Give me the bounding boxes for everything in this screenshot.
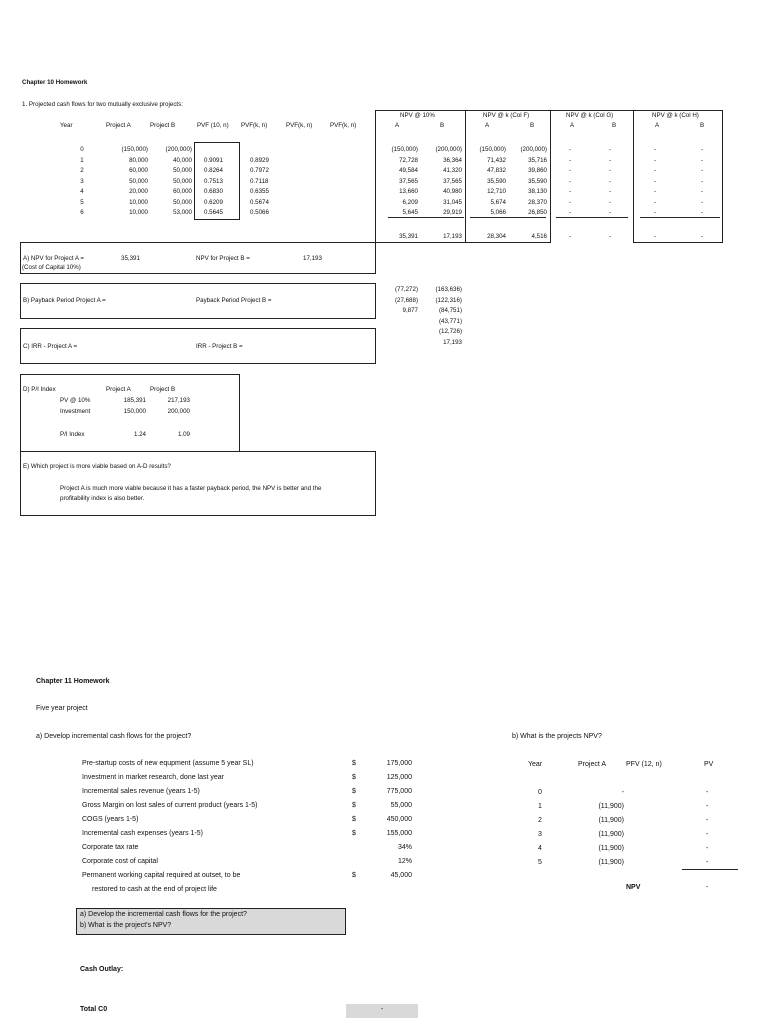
cell-year: 3 (80, 177, 84, 185)
item-value: 34% (397, 844, 412, 851)
total-rule-h (640, 217, 720, 218)
cell-pvf-10: 0.9091 (204, 156, 223, 164)
item-currency: $ (352, 802, 356, 809)
cell-project-a: 10,000 (129, 198, 148, 206)
viable-question: E) Which project is more viable based on A-D results? (23, 463, 171, 470)
payback-cum-b: 17,193 (443, 338, 462, 346)
cell-npvg-a: - (569, 177, 572, 185)
cell-npv10-b: 41,320 (443, 167, 462, 174)
npv-row-year: 4 (538, 845, 542, 852)
npv-row-pv: - (706, 831, 709, 838)
cell-npvg-b: - (609, 156, 612, 164)
header-year: Year (60, 122, 73, 129)
payback-cum-b: (84,751) (438, 307, 462, 314)
npv-g-b: B (612, 122, 617, 129)
item-label: Gross Margin on lost sales of current product (years 1-5) (82, 802, 258, 809)
cell-year: 4 (80, 188, 84, 195)
npv-row-pv: - (706, 817, 709, 824)
cell-npvg-a: - (569, 167, 572, 174)
cell-project-b: 53,000 (173, 209, 192, 216)
cell-npv10-b: 37,565 (443, 177, 462, 185)
payback-cum-b: (12,726) (438, 328, 462, 335)
ch11-subtitle: Five year project (36, 705, 88, 712)
cell-project-a: 20,000 (129, 188, 148, 195)
cell-npvf-a: 12,710 (487, 188, 506, 195)
npv-col-g-header: NPV @ k (Col G) (566, 112, 614, 119)
cell-npvh-a: - (654, 167, 657, 174)
cell-pvf-10: 0.6830 (204, 188, 223, 195)
cell-project-a: 10,000 (129, 209, 148, 216)
cell-npvg-a: - (569, 146, 572, 153)
total-npv10-b: 17,193 (443, 233, 462, 240)
cell-npvf-b: 35,590 (528, 177, 547, 185)
pv-label: PV @ 10% (60, 397, 91, 404)
pv-b: 217,193 (167, 397, 190, 404)
pi-index-label: D) P/I Index (23, 386, 56, 393)
cash-outlay-label: Cash Outlay: (80, 966, 124, 973)
npv-row-pv: - (706, 803, 709, 810)
cell-npvf-a: 5,066 (490, 209, 506, 216)
item-value: 55,000 (390, 802, 412, 809)
cell-npvf-a: 35,590 (487, 177, 506, 185)
cost-of-capital-note: (Cost of Capital 10%) (22, 264, 81, 271)
total-rule-10 (388, 217, 464, 218)
cell-npv10-b: (200,000) (435, 146, 462, 153)
cell-npvh-b: - (701, 177, 704, 185)
payback-cum-a: (77,272) (394, 286, 418, 293)
npv-10-header: NPV @ 10% (400, 112, 435, 119)
header-project-b: Project B (150, 122, 176, 129)
header-pvf-k-f: PVF(k, n) (241, 122, 268, 129)
item-currency: $ (352, 788, 356, 795)
cell-npvg-b: - (609, 167, 612, 174)
ch11-question-a: a) Develop incremental cash flows for the project? (36, 733, 192, 740)
cell-npvf-b: 28,370 (528, 198, 547, 206)
npv-row-year: 1 (538, 803, 542, 810)
header-pvf-10: PVF (10, n) (197, 122, 229, 129)
cell-project-b: 60,000 (173, 188, 192, 195)
cell-npvh-a: - (654, 209, 657, 216)
total-npvf-a: 28,304 (487, 233, 506, 240)
npv-header-pfv: PFV (12, n) (626, 761, 662, 768)
total-npvh-a: - (654, 233, 657, 240)
cell-project-a: 60,000 (129, 167, 148, 174)
total-rule-g (556, 217, 628, 218)
cell-npvh-b: - (701, 188, 704, 195)
npv-10-a: A (395, 122, 400, 129)
item-currency: $ (352, 774, 356, 781)
item-value: 125,000 (386, 774, 412, 781)
irr-b-label: IRR - Project B = (196, 343, 243, 350)
item-label: Investment in market research, done last year (82, 774, 225, 781)
pi-label: P/I Index (60, 431, 85, 438)
npv-group-box-h (633, 110, 723, 243)
cell-npvh-a: - (654, 156, 657, 164)
cell-npvh-a: - (654, 198, 657, 206)
cell-npv10-a: 13,660 (399, 188, 418, 195)
cell-npv10-b: 36,364 (443, 156, 462, 164)
cell-npvg-a: - (569, 198, 572, 206)
cell-npvf-a: 47,832 (487, 167, 506, 174)
viable-answer-line2: profitability index is also better. (60, 495, 145, 502)
cell-npvh-a: - (654, 188, 657, 195)
npv-divider-1 (465, 110, 466, 243)
total-npvh-b: - (701, 233, 704, 240)
cell-npv10-a: 5,645 (402, 209, 418, 216)
cell-npvh-b: - (701, 198, 704, 206)
cell-npvg-a: - (569, 156, 572, 164)
investment-label: Investment (60, 408, 91, 415)
payback-cum-a: 9,877 (402, 307, 418, 314)
item-label: COGS (years 1-5) (82, 816, 139, 823)
payback-cum-b: (163,636) (435, 286, 462, 293)
cell-npvf-a: 71,432 (487, 156, 506, 164)
cell-npvg-a: - (569, 188, 572, 195)
cell-npv10-a: 37,565 (399, 177, 418, 185)
pi-col-a: Project A (106, 386, 131, 393)
cell-pvf-k: 0.8929 (250, 156, 269, 164)
npv-row-project-a: (11,900) (598, 845, 624, 852)
total-rule-f (470, 217, 546, 218)
cell-pvf-k: 0.7972 (250, 167, 269, 174)
cell-npvg-b: - (609, 188, 612, 195)
npv-row-project-a: - (621, 789, 624, 796)
ch10-question-1: 1. Projected cash flows for two mutually exclusive projects: (22, 101, 183, 108)
pi-b: 1.09 (177, 431, 190, 438)
npv-row-project-a: (11,900) (598, 859, 624, 866)
cell-pvf-k: 0.5066 (250, 209, 269, 216)
item-currency: $ (352, 760, 356, 767)
npv-row-year: 0 (538, 789, 542, 796)
item-currency: $ (352, 816, 356, 823)
npv-f-b: B (530, 122, 535, 129)
cell-npvh-b: - (701, 156, 704, 164)
cell-npv10-a: (150,000) (391, 146, 418, 153)
npv-h-b: B (700, 122, 705, 129)
total-npvg-b: - (609, 233, 612, 240)
cell-pvf-k: 0.7118 (250, 177, 269, 185)
cell-npvh-b: - (701, 167, 704, 174)
npv-divider-2 (550, 110, 551, 243)
npv-row-pv: - (706, 859, 709, 866)
npv-label: NPV (626, 884, 641, 891)
payback-cum-a: (27,688) (394, 296, 418, 304)
npv-header-project-a: Project A (578, 761, 607, 768)
cell-pvf-k: 0.5674 (250, 198, 269, 206)
irr-a-label: C) IRR - Project A = (23, 343, 78, 350)
payback-b-label: Payback Period Project B = (196, 297, 272, 304)
cell-npvf-b: 35,716 (528, 156, 547, 164)
total-c0-label: Total C0 (80, 1006, 108, 1013)
total-npv10-a: 35,391 (399, 233, 418, 240)
pv-a: 185,391 (123, 397, 146, 404)
cell-pvf-10: 0.5645 (204, 209, 223, 216)
item-value: 155,000 (386, 830, 412, 837)
total-npvg-a: - (569, 233, 572, 240)
cell-project-b: 50,000 (173, 167, 192, 174)
cell-project-b: 40,000 (173, 156, 192, 164)
item-value: 175,000 (386, 760, 412, 767)
npv-group-box-10 (375, 110, 551, 243)
cell-npv10-a: 6,209 (402, 198, 418, 206)
item-currency: $ (352, 830, 356, 837)
npv-header-pv: PV (704, 761, 714, 768)
cell-npvf-b: 38,130 (528, 188, 547, 195)
cell-year: 6 (80, 209, 84, 216)
cell-pvf-10: 0.7513 (204, 177, 223, 185)
item-currency: $ (352, 872, 356, 879)
header-pvf-k-g: PVF(k, n) (286, 122, 313, 129)
npv-h-a: A (655, 122, 660, 129)
cell-year: 2 (80, 167, 84, 174)
npv-header-year: Year (528, 761, 543, 768)
cell-npvh-b: - (701, 146, 704, 153)
cell-project-a: 80,000 (129, 156, 148, 164)
cell-npvh-b: - (701, 209, 704, 216)
cell-npvg-a: - (569, 209, 572, 216)
total-npvf-b: 4,516 (531, 233, 547, 240)
item-value: 45,000 (390, 872, 412, 879)
npv-row-pv: - (706, 789, 709, 796)
cell-year: 5 (80, 198, 84, 206)
cell-npv10-b: 40,980 (443, 188, 462, 195)
payback-cum-b: (122,316) (435, 296, 462, 304)
questions-box-line2: b) What is the project's NPV? (80, 922, 172, 929)
item-label: Corporate cost of capital (82, 858, 158, 865)
npv-row-project-a: (11,900) (598, 817, 624, 824)
item-label: Pre-startup costs of new equpment (assume 5 year SL) (82, 760, 254, 767)
ch11-title: Chapter 11 Homework (36, 678, 110, 685)
cell-npvg-b: - (609, 146, 612, 153)
npv-g-a: A (570, 122, 575, 129)
npv-project-a-label: A) NPV for Project A = (23, 255, 85, 262)
cell-npvf-a: 5,674 (490, 198, 506, 206)
total-c0-value: - (380, 1006, 384, 1013)
cell-project-a: (150,000) (121, 146, 148, 153)
investment-b: 200,000 (167, 408, 190, 415)
npv-row-project-a: (11,900) (598, 831, 624, 838)
npv-project-b-label: NPV for Project B = (196, 255, 250, 262)
item-value: 12% (397, 858, 412, 865)
npv-row-pv: - (706, 845, 709, 852)
payback-a-label: B) Payback Period Project A = (23, 297, 106, 304)
npv-row-year: 5 (538, 859, 542, 866)
header-project-a: Project A (106, 122, 131, 129)
cell-npvf-a: (150,000) (479, 146, 506, 153)
cell-pvf-k: 0.6355 (250, 188, 269, 195)
cell-npvg-b: - (609, 177, 612, 185)
item-label: Incremental sales revenue (years 1-5) (82, 788, 200, 795)
questions-box-line1: a) Develop the incremental cash flows for the project? (80, 911, 247, 918)
payback-cum-b: (43,771) (438, 317, 462, 325)
cell-pvf-10: 0.8264 (204, 167, 223, 174)
header-pvf-k-h: PVF(k, n) (330, 122, 357, 129)
investment-a: 150,000 (123, 408, 146, 415)
ch11-question-b: b) What is the projects NPV? (512, 733, 602, 740)
cell-npv10-a: 49,584 (399, 167, 418, 174)
item-label: Permanent working capital required at outset, to be (82, 872, 241, 879)
pi-a: 1.24 (133, 431, 146, 438)
item-value: 775,000 (386, 788, 412, 795)
ch10-title: Chapter 10 Homework (22, 79, 88, 86)
item-value: 450,000 (386, 816, 412, 823)
item-label: restored to cash at the end of project life (92, 886, 217, 893)
npv-row-year: 2 (538, 817, 542, 824)
cell-npvf-b: 39,860 (528, 167, 547, 174)
cell-npv10-b: 29,919 (443, 209, 462, 216)
npv-top-line (375, 110, 723, 111)
npv-total-rule (682, 869, 738, 870)
cell-npvf-b: 26,850 (528, 209, 547, 216)
cell-project-b: 50,000 (173, 177, 192, 185)
pi-col-b: Project B (150, 386, 176, 393)
npv-col-h-header: NPV @ k (Col H) (652, 112, 699, 119)
npv-f-a: A (485, 122, 490, 129)
cell-year: 1 (80, 156, 84, 164)
cell-npvf-b: (200,000) (520, 146, 547, 153)
cell-project-a: 50,000 (129, 177, 148, 185)
cell-project-b: 50,000 (173, 198, 192, 206)
item-label: Incremental cash expenses (years 1-5) (82, 830, 203, 837)
cell-npvh-a: - (654, 177, 657, 185)
cell-pvf-10: 0.6209 (204, 198, 223, 206)
viable-answer-line1: Project A is much more viable because it has a faster payback period, the NPV is better and the (60, 485, 322, 492)
npv-10-b: B (440, 122, 445, 129)
npv-row-year: 3 (538, 831, 542, 838)
npv-project-b-value: 17,193 (303, 255, 322, 262)
cell-npvh-a: - (654, 146, 657, 153)
cell-npv10-b: 31,045 (443, 198, 462, 206)
npv-col-f-header: NPV @ k (Col F) (483, 112, 530, 119)
cell-npv10-a: 72,728 (399, 156, 418, 164)
cell-year: 0 (80, 146, 84, 153)
cell-project-b: (200,000) (165, 146, 192, 153)
section-e-box (20, 451, 376, 516)
item-label: Corporate tax rate (82, 844, 139, 851)
cell-npvg-b: - (609, 198, 612, 206)
npv-value: - (706, 884, 709, 891)
npv-row-project-a: (11,900) (598, 803, 624, 810)
npv-project-a-value: 35,391 (121, 255, 140, 262)
cell-npvg-b: - (609, 209, 612, 216)
